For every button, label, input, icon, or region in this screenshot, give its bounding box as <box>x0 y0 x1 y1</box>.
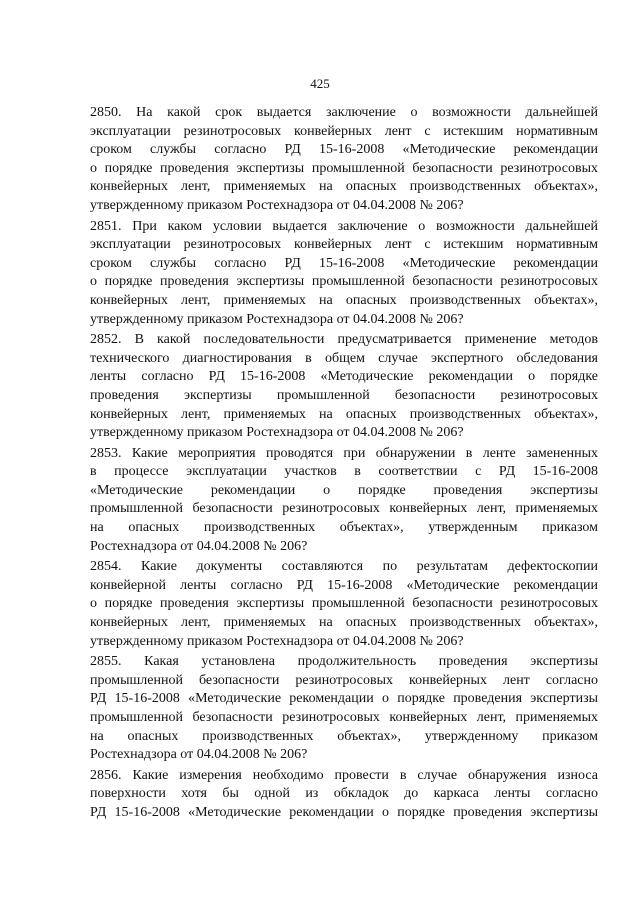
text-line: эксплуатации резинотросовых конвейерных лент с истекшим нормативным <box>90 123 598 139</box>
page-number: 425 <box>310 76 330 91</box>
text-line: утвержденному приказом Ростехнадзора от 04.04.2008 № 206? <box>90 311 464 327</box>
text-line: о порядке проведения экспертизы промышленной безопасности резинотросовых <box>90 274 598 290</box>
text-line: о порядке проведения экспертизы промышленной безопасности резинотросовых <box>90 596 598 612</box>
text-line: РД 15-16-2008 «Методические рекомендации о порядке проведения экспертизы <box>90 804 598 820</box>
text-line: сроком службы согласно РД 15-16-2008 «Методические рекомендации <box>90 142 598 158</box>
text-line: 2851. При каком условии выдается заключение о возможности дальнейшей <box>90 218 598 234</box>
text-line: эксплуатации резинотросовых конвейерных лент с истекшим нормативным <box>90 237 598 253</box>
text-line: 2855. Какая установлена продолжительность проведения экспертизы <box>90 654 598 670</box>
text-line: технического диагностирования в общем случае экспертного обследования <box>90 350 598 366</box>
text-line: промышленной безопасности резинотросовых конвейерных лент согласно <box>90 672 598 688</box>
document-text <box>90 104 598 823</box>
text-line: конвейерных лент, применяемых на опасных производственных объектах», <box>90 406 598 422</box>
text-line: конвейерной ленты согласно РД 15-16-2008 «Методические рекомендации <box>90 577 598 593</box>
text-line: сроком службы согласно РД 15-16-2008 «Методические рекомендации <box>90 255 598 271</box>
text-line: в процессе эксплуатации участков в соответствии с РД 15-16-2008 <box>90 464 598 480</box>
text-line: 2852. В какой последовательности предусматривается применение методов <box>90 332 598 348</box>
text-line: утвержденному приказом Ростехнадзора от 04.04.2008 № 206? <box>90 425 464 441</box>
text-line: «Методические рекомендации о порядке проведения экспертизы <box>90 482 598 498</box>
text-line: на опасных производственных объектах», утвержденному приказом <box>90 728 598 744</box>
text-line: промышленной безопасности резинотросовых конвейерных лент, применяемых <box>90 710 598 725</box>
text-line: 2853. Какие мероприятия проводятся при обнаружении в ленте замененных <box>90 445 598 461</box>
text-line: конвейерных лент, применяемых на опасных производственных объектах», <box>90 292 598 308</box>
text-line: утвержденному приказом Ростехнадзора от 04.04.2008 № 206? <box>90 633 464 649</box>
text-line: Ростехнадзора от 04.04.2008 № 206? <box>90 747 308 763</box>
text-line: конвейерных лент, применяемых на опасных производственных объектах», <box>90 179 598 195</box>
text-line: утвержденному приказом Ростехнадзора от 04.04.2008 № 206? <box>90 197 464 213</box>
text-line: Ростехнадзора от 04.04.2008 № 206? <box>90 538 308 554</box>
text-line: конвейерных лент, применяемых на опасных производственных объектах», <box>90 615 598 631</box>
text-line: промышленной безопасности резинотросовых конвейерных лент, применяемых <box>90 501 598 517</box>
text-line: на опасных производственных объектах», утвержденным приказом <box>90 520 598 536</box>
text-line: поверхности хотя бы одной из обкладок до каркаса ленты согласно <box>90 786 598 802</box>
text-line: 2850. На какой срок выдается заключение о возможности дальнейшей <box>90 105 598 120</box>
text-line: РД 15-16-2008 «Методические рекомендации о порядке проведения экспертизы <box>90 691 598 707</box>
text-line: проведения экспертизы промышленной безопасности резинотросовых <box>90 387 598 403</box>
text-line: ленты согласно РД 15-16-2008 «Методические рекомендации о порядке <box>90 369 598 385</box>
text-line: о порядке проведения экспертизы промышленной безопасности резинотросовых <box>90 160 598 176</box>
text-line: 2856. Какие измерения необходимо провести в случае обнаружения износа <box>90 767 598 783</box>
text-line: 2854. Какие документы составляются по результатам дефектоскопии <box>90 559 598 575</box>
